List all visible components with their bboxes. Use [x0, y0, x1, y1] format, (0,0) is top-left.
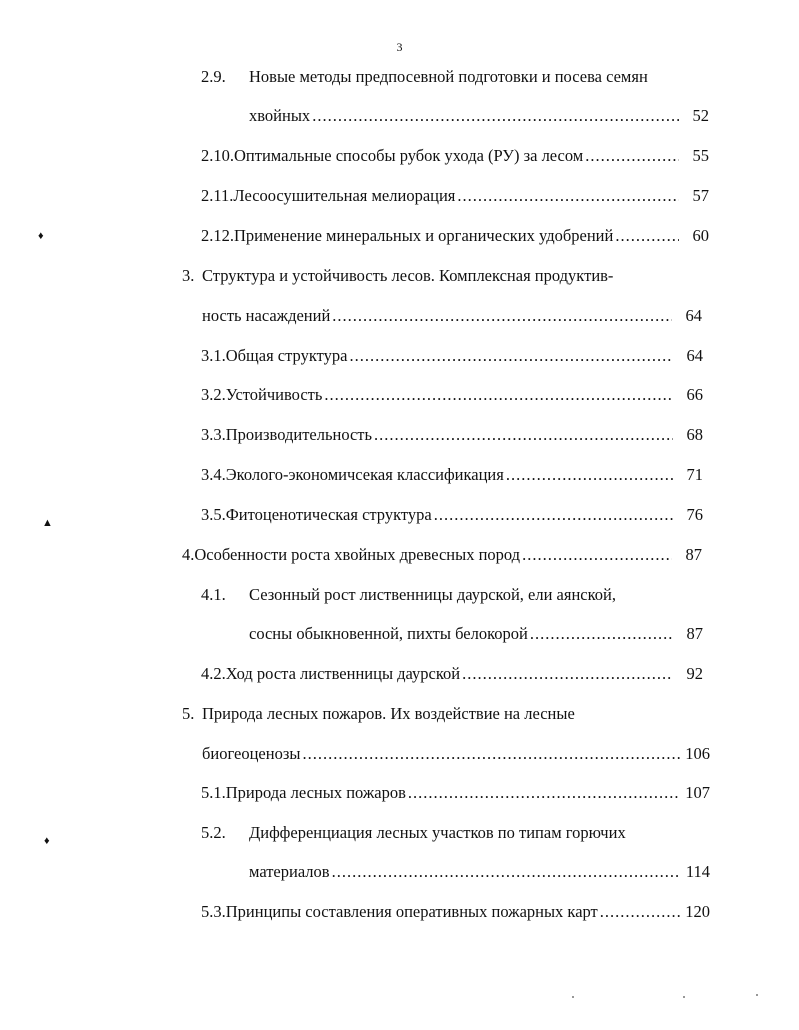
toc-page: 114: [685, 862, 710, 881]
toc-page: 92: [686, 664, 703, 683]
toc-title: Сезонный рост лиственницы даурской, ели аянской,: [249, 585, 616, 604]
toc-entry-2-11: [201, 185, 709, 207]
toc-number: 3.4.: [201, 465, 226, 484]
toc-number: 5.2.: [201, 823, 226, 842]
dot-leader: [302, 743, 680, 765]
toc-entry-4: [182, 544, 702, 566]
toc-title: материалов: [249, 862, 330, 881]
punch-mark: ♦: [38, 230, 44, 242]
scan-speck: [572, 996, 574, 998]
toc-number: 2.11.: [201, 186, 234, 205]
toc-entry-5: [182, 703, 710, 725]
toc-title: Общая структура: [225, 346, 348, 365]
toc-title: Устойчивость: [225, 385, 323, 404]
toc-entry-4-1-cont: [249, 623, 703, 645]
dot-leader: [332, 861, 680, 883]
dot-leader: [530, 623, 673, 645]
toc-entry-2-9-cont: [249, 105, 709, 127]
toc-title: Лесоосушительная мелиорация: [233, 186, 456, 205]
dot-leader: [522, 544, 672, 566]
scan-speck: [683, 996, 685, 998]
toc-entry-5-1: [201, 782, 710, 804]
toc-title: Фитоценотическая структура: [225, 505, 432, 524]
toc-page: 55: [692, 146, 709, 165]
toc-page: 64: [685, 306, 702, 325]
toc-entry-3-1: [201, 345, 703, 367]
toc-entry-4-2: [201, 663, 703, 685]
scan-speck: [756, 994, 758, 996]
toc-page: 71: [686, 465, 703, 484]
toc-number: 5.3.: [201, 902, 226, 921]
toc-entry-3-3: [201, 424, 703, 446]
dot-leader: [312, 105, 679, 127]
page-number: 3: [396, 40, 403, 54]
toc-number: 3.2.: [201, 385, 226, 404]
toc-number: 2.10.: [201, 146, 234, 165]
toc-entry-2-12: [201, 225, 709, 247]
toc-title: Ход роста лиственницы даурской: [225, 664, 461, 683]
punch-mark: ▲: [42, 517, 53, 529]
dot-leader: [585, 145, 679, 167]
dot-leader: [408, 782, 680, 804]
toc-title: хвойных: [249, 106, 311, 125]
toc-number: 2.12.: [201, 226, 234, 245]
toc-title: Принципы составления оперативных пожарных карт: [225, 902, 598, 921]
toc-title: Эколого-экономичсекая классификация: [225, 465, 504, 484]
toc-page: 107: [685, 783, 710, 802]
toc-number: 4.1.: [201, 585, 226, 604]
toc-entry-4-1: [201, 584, 711, 606]
toc-entry-3-2: [201, 384, 703, 406]
toc-title: Оптимальные способы рубок ухода (РУ) за лесом: [234, 146, 584, 165]
toc-number: 4.2.: [201, 664, 226, 683]
toc-number: 2.9.: [201, 67, 226, 86]
toc-number: 4.: [182, 545, 195, 564]
dot-leader: [462, 663, 673, 685]
toc-number: 5.: [182, 704, 195, 723]
toc-entry-2-9: [201, 66, 711, 88]
toc-number: 3.1.: [201, 346, 226, 365]
toc-entry-5-2: [201, 822, 711, 844]
toc-title: Особенности роста хвойных древесных пород: [194, 545, 521, 564]
toc-entry-5-2-cont: [249, 861, 710, 883]
toc-entry-3-5: [201, 504, 703, 526]
toc-page: 87: [686, 624, 703, 643]
punch-mark: ♦: [44, 835, 50, 847]
toc-page: 60: [692, 226, 709, 245]
toc-page: 57: [692, 186, 709, 205]
toc-number: 3.3.: [201, 425, 226, 444]
toc-title: Природа лесных пожаров: [225, 783, 406, 802]
toc-page: 64: [686, 346, 703, 365]
toc-title: ность насаждений: [202, 306, 331, 325]
dot-leader: [434, 504, 673, 526]
toc-page: 76: [686, 505, 703, 524]
dot-leader: [332, 305, 672, 327]
toc-entry-5-3: [201, 901, 710, 923]
toc-page: 87: [685, 545, 702, 564]
dot-leader: [374, 424, 673, 446]
toc-title: биогеоценозы: [202, 744, 301, 763]
toc-number: 3.: [182, 266, 195, 285]
toc-title: сосны обыкновенной, пихты белокорой: [249, 624, 528, 643]
toc-title: Применение минеральных и органических удобрений: [234, 226, 614, 245]
toc-title: Производительность: [225, 425, 373, 444]
toc-title: Природа лесных пожаров. Их воздействие на лесные: [202, 704, 575, 723]
toc-title: Новые методы предпосевной подготовки и посева семян: [249, 67, 648, 86]
toc-entry-3-cont: [202, 305, 702, 327]
toc-entry-3: [182, 265, 710, 287]
dot-leader: [457, 185, 679, 207]
toc-page: 66: [686, 385, 703, 404]
toc-entry-2-10: [201, 145, 709, 167]
dot-leader: [506, 464, 673, 486]
dot-leader: [324, 384, 673, 406]
dot-leader: [349, 345, 673, 367]
toc-entry-5-cont: [202, 743, 710, 765]
toc-number: 5.1.: [201, 783, 226, 802]
toc-page: 106: [685, 744, 710, 763]
toc-page: 120: [685, 902, 710, 921]
toc-title: Структура и устойчивость лесов. Комплексная продуктив-: [202, 266, 614, 285]
dot-leader: [615, 225, 679, 247]
toc-page: 52: [692, 106, 709, 125]
dot-leader: [600, 901, 680, 923]
toc-title: Дифференциация лесных участков по типам горючих: [249, 823, 626, 842]
toc-entry-3-4: [201, 464, 703, 486]
toc-page: 68: [686, 425, 703, 444]
toc-number: 3.5.: [201, 505, 226, 524]
